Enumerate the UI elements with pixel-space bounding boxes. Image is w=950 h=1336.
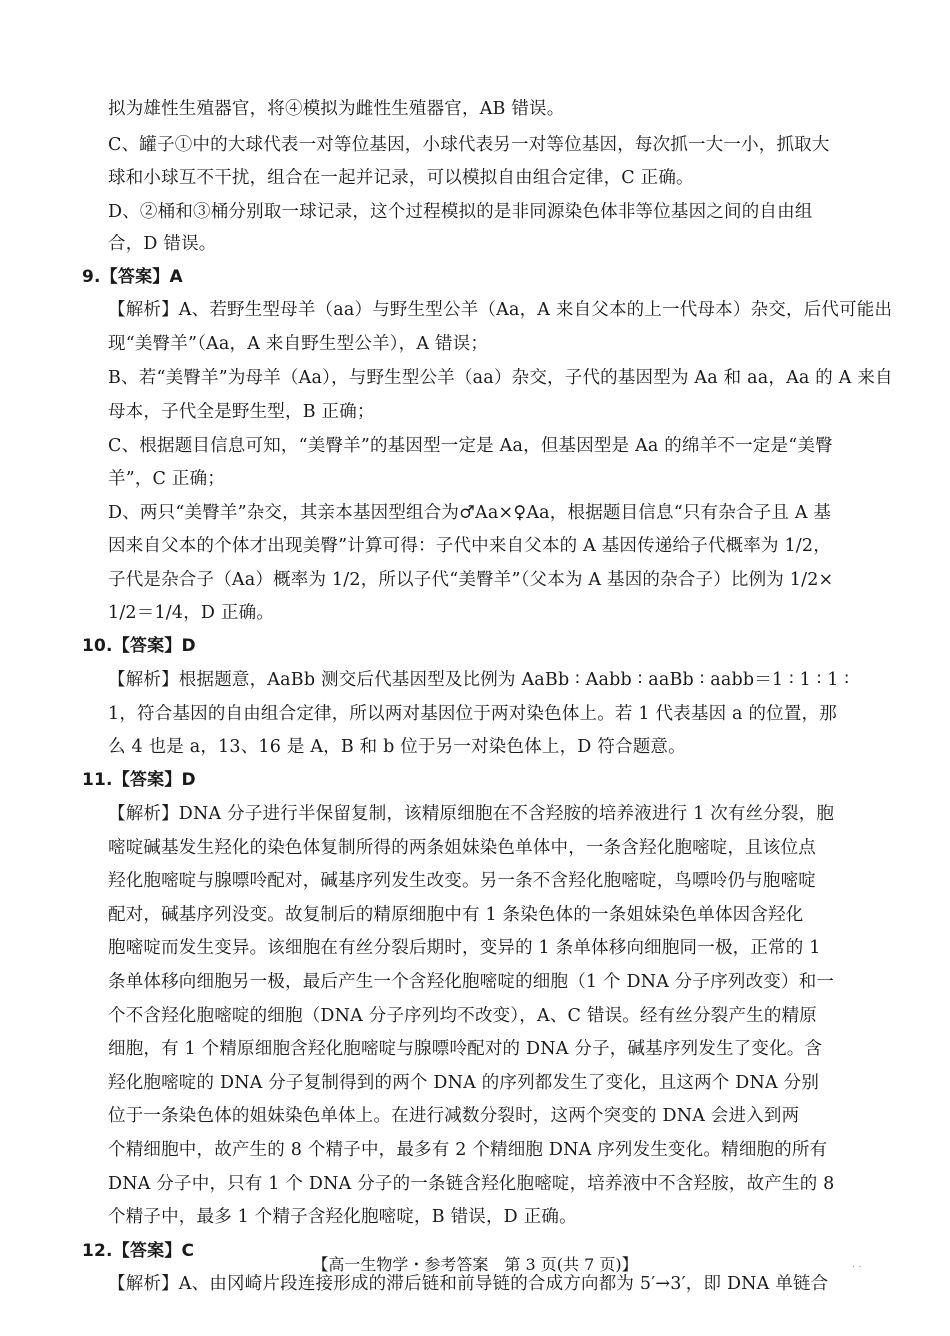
- text-line: D、②桶和③桶分别取一球记录，这个过程模拟的是非同源染色体非等位基因之间的自由组: [108, 202, 813, 222]
- text-line: 拟为雄性生殖器官，将④模拟为雌性生殖器官，AB 错误。: [108, 99, 565, 119]
- text-line: 个不含羟化胞嘧啶的细胞（DNA 分子序列均不改变），A、C 错误。经有丝分裂产生的精原: [108, 1006, 817, 1026]
- text-line: DNA 分子中，只有 1 个 DNA 分子的一条链含羟化胞嘧啶，培养液中不含羟胺，故产生的 8: [108, 1174, 835, 1194]
- corner-mark: · ·: [852, 1262, 862, 1273]
- text-line: D、两只“美臀羊”杂交，其亲本基因型组合为♂Aa×♀Aa，根据题目信息“只有杂合子且 A 基: [108, 503, 832, 523]
- text-line: 子代是杂合子（Aa）概率为 1/2，所以子代“美臀羊”（父本为 A 基因的杂合子）比例为 1/2×: [108, 570, 834, 590]
- text-line: 个精子中，最多 1 个精子含羟化胞嘧啶，B 错误，D 正确。: [108, 1207, 577, 1227]
- text-line: 羟化胞嘧啶的 DNA 分子复制得到的两个 DNA 的序列都发生了变化，且这两个 DNA 分别: [108, 1073, 820, 1093]
- text-line: 合，D 错误。: [108, 234, 217, 254]
- text-line: 【解析】根据题意，AaBb 测交后代基因型及比例为 AaBb ∶ Aabb ∶ aaBb ∶ aabb＝1 ∶ 1 ∶ 1 ∶: [108, 670, 850, 690]
- answer-heading-10: 10.【答案】D: [82, 636, 196, 656]
- text-line: 胞嘧啶而发生变异。该细胞在有丝分裂后期时，变异的 1 条单体移向细胞同一极，正常的 1: [108, 938, 821, 958]
- text-line: 嘧啶碱基发生羟化的染色体复制所得的两条姐妹染色单体中，一条含羟化胞嘧啶，且该位点: [108, 838, 816, 858]
- answer-heading-11: 11.【答案】D: [82, 770, 196, 790]
- text-line: 羟化胞嘧啶与腺嘌呤配对，碱基序列发生改变。另一条不含羟化胞嘧啶，鸟嘌呤仍与胞嘧啶: [108, 871, 816, 891]
- text-line: 母本，子代全是野生型，B 正确；: [108, 402, 375, 422]
- answer-heading-9: 9.【答案】A: [82, 267, 183, 287]
- text-line: 现“美臀羊”（Aa，A 来自野生型公羊），A 错误；: [108, 334, 489, 354]
- text-line: B、若“美臀羊”为母羊（Aa），与野生型公羊（aa）杂交，子代的基因型为 Aa 和 aa，Aa 的 A 来自: [108, 368, 893, 388]
- page-footer: 【高一生物学・参考答案 第 3 页(共 7 页)】: [312, 1255, 638, 1274]
- answer-heading-12: 12.【答案】C: [82, 1241, 195, 1261]
- text-line: 羊”，C 正确；: [108, 469, 225, 489]
- text-line: C、根据题目信息可知，“美臀羊”的基因型一定是 Aa，但基因型是 Aa 的绵羊不一定是“美臀: [108, 436, 833, 456]
- text-line: 位于一条染色体的姐妹染色单体上。在进行减数分裂时，这两个突变的 DNA 会进入到两: [108, 1106, 800, 1126]
- text-line: 【解析】A、若野生型母羊（aa）与野生型公羊（Aa，A 来自父本的上一代母本）杂交，后代可能出: [108, 300, 893, 320]
- text-line: 细胞，有 1 个精原细胞含羟化胞嘧啶与腺嘌呤配对的 DNA 分子，碱基序列发生了变化。含: [108, 1039, 823, 1059]
- text-line: 1/2＝1/4，D 正确。: [108, 603, 275, 623]
- text-line: 1，符合基因的自由组合定律，所以两对基因位于两对染色体上。若 1 代表基因 a 的位置，那: [108, 704, 837, 724]
- text-line: 因来自父本的个体才出现美臀”计算可得：子代中来自父本的 A 基因传递给子代概率为 1/2，: [108, 536, 831, 556]
- text-line: 么 4 也是 a，13、16 是 A，B 和 b 位于另一对染色体上，D 符合题意。: [108, 737, 686, 757]
- text-line: 【解析】A、由冈崎片段连接形成的滞后链和前导链的合成方向都为 5′→3′，即 DNA 单链合: [108, 1274, 829, 1294]
- text-line: 个精细胞中，故产生的 8 个精子中，最多有 2 个精细胞 DNA 序列发生变化。精细胞的所有: [108, 1140, 828, 1160]
- text-line: 配对，碱基序列没变。故复制后的精原细胞中有 1 条染色体的一条姐妹染色单体因含羟化: [108, 905, 804, 925]
- text-line: C、罐子①中的大球代表一对等位基因，小球代表另一对等位基因，每次抓一大一小，抓取大: [108, 135, 830, 155]
- text-line: 【解析】DNA 分子进行半保留复制，该精原细胞在不含羟胺的培养液进行 1 次有丝分裂，胞: [108, 804, 835, 824]
- text-line: 球和小球互不干扰，组合在一起并记录，可以模拟自由组合定律，C 正确。: [108, 168, 694, 188]
- text-line: 条单体移向细胞另一极，最后产生一个含羟化胞嘧啶的细胞（1 个 DNA 分子序列改变）和一: [108, 972, 835, 992]
